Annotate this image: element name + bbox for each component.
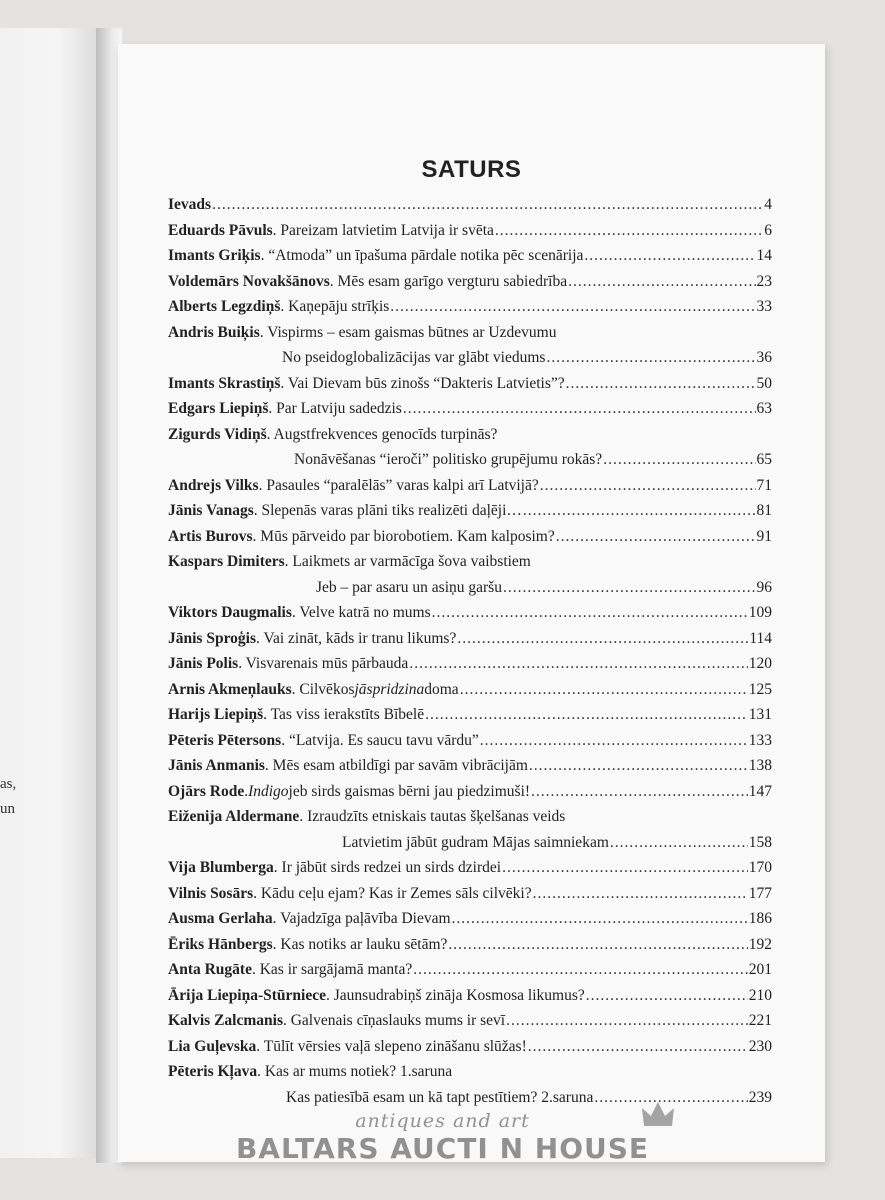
toc-author: Pēteris Kļava — [168, 1063, 258, 1080]
toc-entry — [168, 349, 772, 375]
toc-page-number: 133 — [748, 731, 772, 749]
toc-article-title: . Izraudzīts etniskais tautas šķelšanas veids — [299, 808, 566, 825]
watermark — [0, 1110, 885, 1165]
toc-article-title: . “Latvija. Es saucu tavu vārdu” — [281, 731, 479, 749]
toc-entry — [168, 196, 772, 222]
toc-entry — [168, 681, 772, 707]
toc-author: Ārija Liepiņa-Stūrniece — [168, 986, 326, 1004]
toc-article-title: . Laikmets ar varmācīga šova vaibstiem — [284, 553, 531, 570]
toc-dot-leader — [556, 528, 756, 546]
toc-page-number: 230 — [748, 1037, 772, 1055]
toc-entry — [168, 400, 772, 426]
toc-article-title: . Mūs pārveido par biorobotiem. Kam kalposim? — [252, 527, 555, 545]
toc-article-title: . Pasaules “paralēlās” varas kalpi arī Latvijā? — [258, 476, 539, 494]
table-of-contents — [168, 196, 772, 1114]
toc-dot-leader — [506, 1012, 748, 1030]
toc-page-number: 210 — [748, 986, 772, 1004]
toc-page-number: 91 — [756, 527, 772, 545]
toc-entry — [168, 885, 772, 911]
toc-article-title: . Ir jābūt sirds redzei un sirds dzirdei — [273, 859, 502, 876]
toc-dot-leader — [480, 732, 748, 750]
toc-author: Vija Blumberga — [168, 859, 274, 876]
toc-article-title: . Vai zināt, kāds ir tranu likums? — [256, 629, 457, 647]
toc-dot-leader — [457, 630, 748, 648]
toc-entry — [168, 451, 772, 477]
toc-article-title: . Visvarenais mūs pārbauda — [238, 655, 409, 672]
toc-dot-leader — [546, 349, 755, 367]
toc-page-number: 138 — [748, 757, 772, 774]
toc-dot-leader — [448, 936, 747, 954]
toc-author: Harijs Liepiņš — [168, 706, 264, 723]
toc-page-number: 23 — [756, 272, 772, 290]
toc-entry — [168, 247, 772, 273]
toc-author: Viktors Daugmalis — [168, 604, 292, 621]
toc-author: Lia Guļevska — [168, 1037, 257, 1055]
toc-author: Ausma Gerlaha — [168, 910, 273, 927]
toc-article-title: . Vai Dievam būs zinošs “Dakteris Latvietis”? — [280, 374, 565, 392]
toc-entry — [168, 630, 772, 656]
toc-entry — [168, 502, 772, 528]
toc-dot-leader — [503, 579, 756, 597]
toc-article-title: Kas patiesībā esam un kā tapt pestītiem? 2.saruna — [286, 1088, 594, 1106]
toc-article-title-italic: Indigo — [248, 782, 289, 800]
toc-page-number: 4 — [764, 196, 772, 213]
toc-dot-leader — [533, 885, 748, 903]
toc-page-number: 96 — [756, 578, 772, 596]
toc-article-title: . Kas ir sargājamā manta? — [251, 961, 413, 978]
toc-author: Arnis Akmeņlauks — [168, 680, 292, 698]
toc-page-number: 239 — [748, 1088, 772, 1106]
watermark-brand: BALTARS AUCTI N HOUSE — [235, 1132, 650, 1165]
toc-dot-leader — [452, 910, 748, 928]
toc-dot-leader — [403, 400, 756, 418]
toc-author: Alberts Legzdiņš — [168, 298, 281, 315]
toc-dot-leader — [568, 273, 755, 291]
toc-author: Eduards Pāvuls — [168, 221, 273, 239]
toc-author: Edgars Liepiņš — [168, 400, 269, 417]
toc-dot-leader — [586, 987, 748, 1005]
toc-dot-leader — [495, 222, 763, 240]
toc-article-title-tail: jeb sirds gaismas bērni jau piedzimuši! — [288, 782, 531, 800]
toc-entry — [168, 1012, 772, 1038]
toc-dot-leader — [409, 655, 747, 673]
toc-dot-leader — [610, 834, 748, 852]
toc-entry — [168, 961, 772, 987]
toc-page-number: 33 — [756, 298, 772, 315]
toc-entry — [168, 910, 772, 936]
page-title: SATURS — [421, 156, 522, 183]
toc-entry — [168, 1063, 772, 1089]
toc-dot-leader — [603, 451, 755, 469]
toc-dot-leader — [523, 502, 756, 520]
toc-author: Andrejs Vilks — [168, 476, 259, 494]
left-page-text-fragment: un — [0, 801, 15, 817]
toc-page-number: 81 — [756, 502, 772, 519]
toc-entry — [168, 783, 772, 809]
toc-entry — [168, 808, 772, 834]
toc-article-title: . Vajadzīga paļāvība Dievam — [272, 910, 451, 927]
toc-article-title-tail: doma — [424, 680, 459, 698]
toc-entry — [168, 706, 772, 732]
toc-author: Kaspars Dimiters — [168, 553, 285, 570]
toc-article-title: . Tūlīt vērsies vaļā slepeno zināšanu slūžas! — [256, 1037, 527, 1055]
toc-dot-leader — [425, 706, 748, 724]
toc-dot-leader — [566, 375, 756, 393]
toc-author: Pēteris Pētersons — [168, 731, 282, 749]
toc-dot-leader — [529, 757, 748, 775]
toc-author: Jānis Anmanis — [168, 757, 265, 774]
toc-author: Andris Buiķis — [168, 323, 260, 341]
toc-entry — [168, 426, 772, 452]
watermark-tagline: antiques and art — [355, 1110, 530, 1132]
toc-entry — [168, 1038, 772, 1064]
toc-dot-leader — [528, 1038, 748, 1056]
toc-entry — [168, 987, 772, 1013]
toc-page-number: 192 — [748, 935, 772, 953]
toc-entry — [168, 324, 772, 350]
toc-author: Imants Griķis — [168, 247, 261, 264]
toc-dot-leader — [502, 859, 748, 877]
right-page — [118, 44, 825, 1162]
toc-article-title: . — [244, 782, 249, 800]
toc-author: Artis Burovs — [168, 527, 253, 545]
toc-dot-leader — [460, 681, 748, 699]
toc-entry — [168, 222, 772, 248]
toc-page-number: 114 — [749, 629, 772, 647]
toc-author: Imants Skrastiņš — [168, 374, 281, 392]
toc-article-title: Nonāvēšanas “ieroči” politisko grupējumu rokās? — [294, 451, 603, 468]
toc-article-title-italic: jāspridzina — [354, 680, 425, 698]
toc-page-number: 71 — [756, 476, 772, 494]
toc-article-title: . Vispirms – esam gaismas būtnes ar Uzdevumu — [259, 323, 557, 341]
toc-author: Eiženija Aldermane — [168, 808, 300, 825]
toc-author: Vilnis Sosārs — [168, 884, 254, 902]
toc-author: Jānis Vanags — [168, 502, 254, 519]
toc-page-number: 14 — [756, 247, 772, 264]
toc-article-title: . Kas notiks ar lauku sētām? — [272, 935, 448, 953]
crown-icon — [640, 1100, 676, 1130]
toc-page-number: 131 — [748, 706, 772, 723]
toc-article-title: Jeb – par asaru un asiņu garšu — [316, 578, 502, 596]
toc-page-number: 50 — [756, 374, 772, 392]
toc-dot-leader — [212, 196, 763, 214]
toc-article-title: . Kādu ceļu ejam? Kas ir Zemes sāls cilvēki? — [253, 884, 532, 902]
toc-entry — [168, 757, 772, 783]
toc-page-number: 177 — [748, 884, 772, 902]
toc-author: Anta Rugāte — [168, 961, 252, 978]
toc-dot-leader — [531, 783, 748, 801]
toc-entry — [168, 579, 772, 605]
toc-page-number: 36 — [756, 349, 772, 366]
toc-article-title: . Jaunsudrabiņš zināja Kosmosa likumus? — [326, 986, 585, 1004]
toc-author: Voldemārs Novakšānovs — [168, 272, 330, 290]
toc-article-title: No pseidoglobalizācijas var glābt viedums — [282, 349, 546, 366]
left-page-text-fragment: as, — [0, 776, 17, 792]
toc-article-title: . “Atmoda” un īpašuma pārdale notika pēc scenārija — [260, 247, 584, 264]
toc-page-number: 201 — [748, 961, 772, 978]
toc-article-title: . Par Latviju sadedzis — [268, 400, 402, 417]
toc-article-title: . Galvenais cīņaslauks mums ir sevī — [282, 1012, 506, 1029]
toc-entry — [168, 655, 772, 681]
toc-entry — [168, 528, 772, 554]
toc-author: Ēriks Hānbergs — [168, 935, 273, 953]
toc-entry — [168, 604, 772, 630]
toc-dot-leader — [432, 604, 748, 622]
toc-page-number: 63 — [756, 400, 772, 417]
toc-page-number: 109 — [748, 604, 772, 621]
toc-article-title: Latvietim jābūt gudram Mājas saimniekam — [342, 833, 609, 851]
toc-page-number: 158 — [748, 833, 772, 851]
toc-dot-leader — [413, 961, 748, 979]
toc-entry — [168, 273, 772, 299]
toc-page-number: 147 — [748, 782, 772, 800]
toc-entry — [168, 375, 772, 401]
toc-page-number: 170 — [748, 859, 772, 876]
toc-page-number: 120 — [748, 655, 772, 672]
toc-page-number: 6 — [764, 221, 772, 239]
toc-entry — [168, 936, 772, 962]
toc-entry — [168, 732, 772, 758]
toc-author: Ievads — [168, 196, 212, 213]
toc-article-title: . Pareizam latvietim Latvija ir svēta — [272, 221, 494, 239]
toc-dot-leader — [540, 477, 756, 495]
toc-entry — [168, 834, 772, 860]
toc-page-number: 125 — [748, 680, 772, 698]
toc-article-title: . Mēs esam garīgo vergturu sabiedrība — [329, 272, 568, 290]
toc-dot-leader — [584, 247, 755, 265]
toc-entry — [168, 553, 772, 579]
left-page — [0, 28, 98, 1158]
toc-article-title: . Slepenās varas plāni tiks realizēti daļēji… — [253, 502, 522, 519]
toc-page-number: 186 — [748, 910, 772, 927]
toc-article-title: . Cilvēkos — [291, 680, 355, 698]
toc-page-number: 65 — [756, 451, 772, 468]
toc-article-title: . Velve katrā no mums — [291, 604, 431, 621]
toc-author: Kalvis Zalcmanis — [168, 1012, 283, 1029]
toc-entry — [168, 859, 772, 885]
toc-entry — [168, 477, 772, 503]
toc-article-title: . Kas ar mums notiek? 1.saruna — [257, 1063, 453, 1080]
toc-author: Jānis Polis — [168, 655, 239, 672]
toc-page-number: 221 — [748, 1012, 772, 1029]
toc-article-title: . Augstfrekvences genocīds turpinās? — [266, 425, 498, 443]
toc-author: Jānis Sproģis — [168, 629, 257, 647]
toc-dot-leader — [390, 298, 755, 316]
toc-entry — [168, 298, 772, 324]
toc-author: Zigurds Vidiņš — [168, 425, 267, 443]
toc-author: Ojārs Rode — [168, 782, 245, 800]
toc-article-title: . Mēs esam atbildīgi par savām vibrācijām — [264, 757, 528, 774]
toc-article-title: . Kaņepāju strīķis — [280, 298, 390, 315]
toc-article-title: . Tas viss ierakstīts Bībelē — [263, 706, 425, 723]
